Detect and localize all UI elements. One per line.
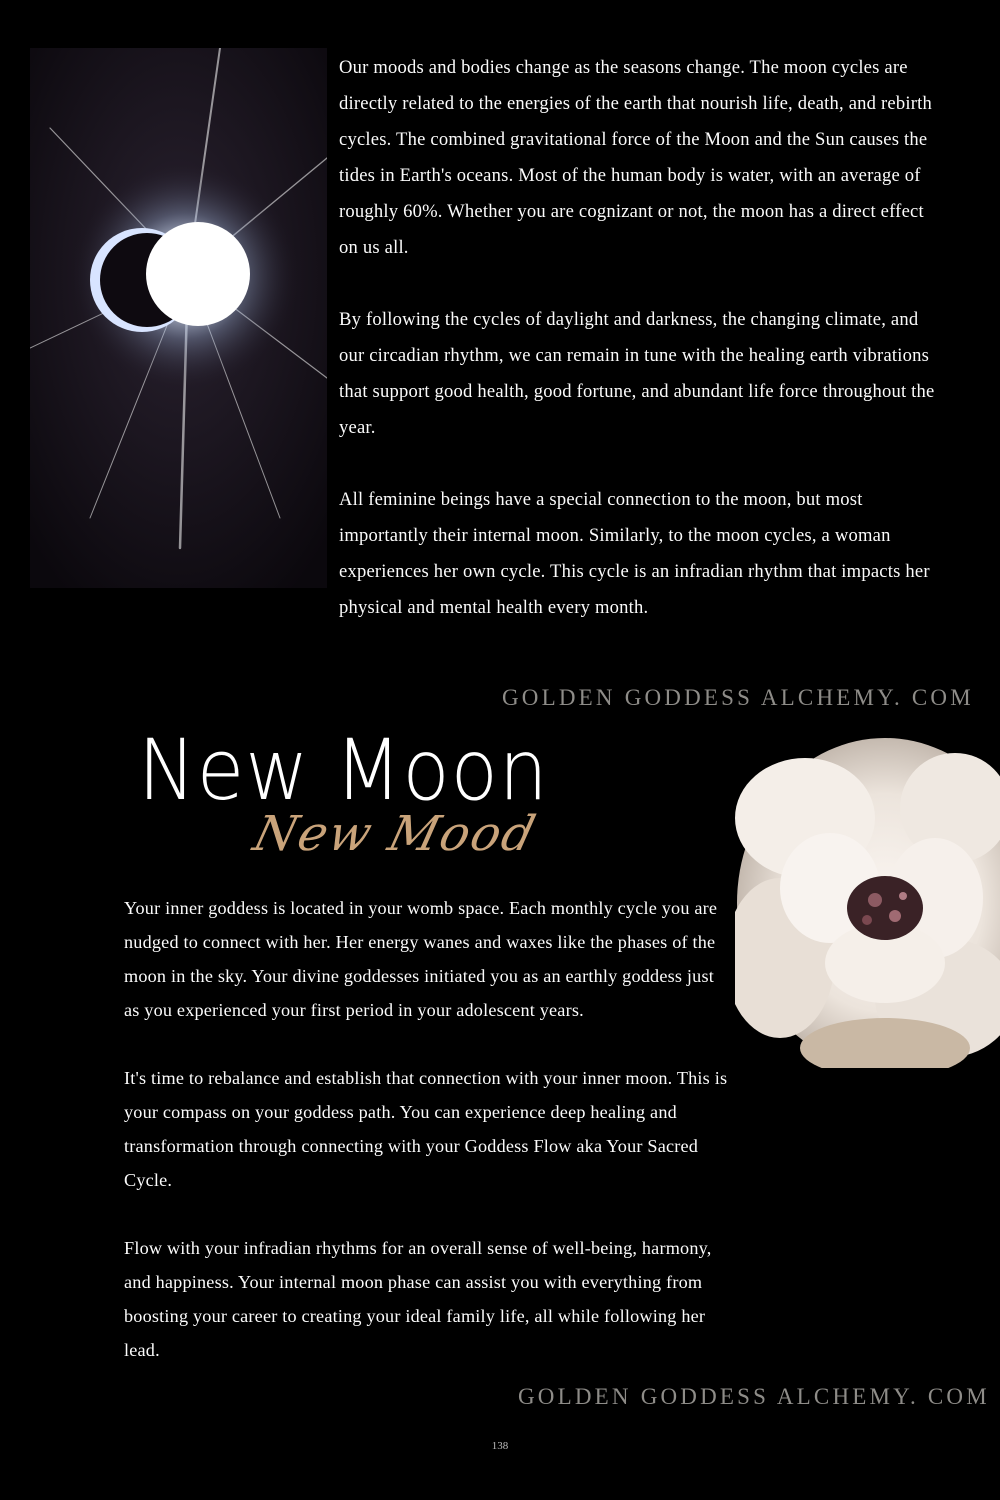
site-watermark: GOLDEN GODDESS ALCHEMY. COM: [518, 1384, 990, 1409]
body-paragraph: Flow with your infradian rhythms for an overall sense of well-being, harmony, and happiness. Your internal moon phase can assist you with everything from boosting your career to creating your ideal family life, all while following her lead.: [124, 1238, 712, 1360]
intro-text: [339, 50, 939, 626]
page-number: 138: [491, 1440, 509, 1452]
white-rose-photo: [735, 728, 1000, 1068]
section-subtitle-script: New Mood: [248, 806, 543, 862]
section-title: New Moon: [138, 721, 549, 819]
intro-paragraph: Our moods and bodies change as the seasons change. The moon cycles are directly related to the energies of the earth that nourish life, death, and rebirth cycles. The combined gravitational force of the Moon and the Sun causes the tides in Earth's oceans. Most of the human body is water, with an average of roughly 60%. Whether you are cognizant or not, the moon has a direct effect on us all.: [339, 57, 932, 258]
body-paragraph: It's time to rebalance and establish that connection with your inner moon. This is your compass on your goddess path. You can experience deep healing and transformation through connecting with your Goddess Flow aka Your Sacred Cycle.: [124, 1068, 728, 1190]
womb-text: [124, 891, 734, 1367]
eclipse-photo: [30, 48, 327, 588]
intro-paragraph: By following the cycles of daylight and darkness, the changing climate, and our circadian rhythm, we can remain in tune with the healing earth vibrations that support good health, good fortune, and abundant life force throughout the year.: [339, 309, 935, 438]
intro-paragraph: All feminine beings have a special connection to the moon, but most importantly their internal moon. Similarly, to the moon cycles, a woman experiences her own cycle. This cycle is an infradian rhythm that impacts her physical and mental health every month.: [339, 489, 930, 618]
body-paragraph: Your inner goddess is located in your womb space. Each monthly cycle you are nudged to connect with her. Her energy wanes and waxes like the phases of the moon in the sky. Your divine goddesses initiated you as an earthly goddess just as you experienced your first period in your adolescent years.: [124, 898, 718, 1020]
site-watermark: GOLDEN GODDESS ALCHEMY. COM: [502, 685, 974, 710]
